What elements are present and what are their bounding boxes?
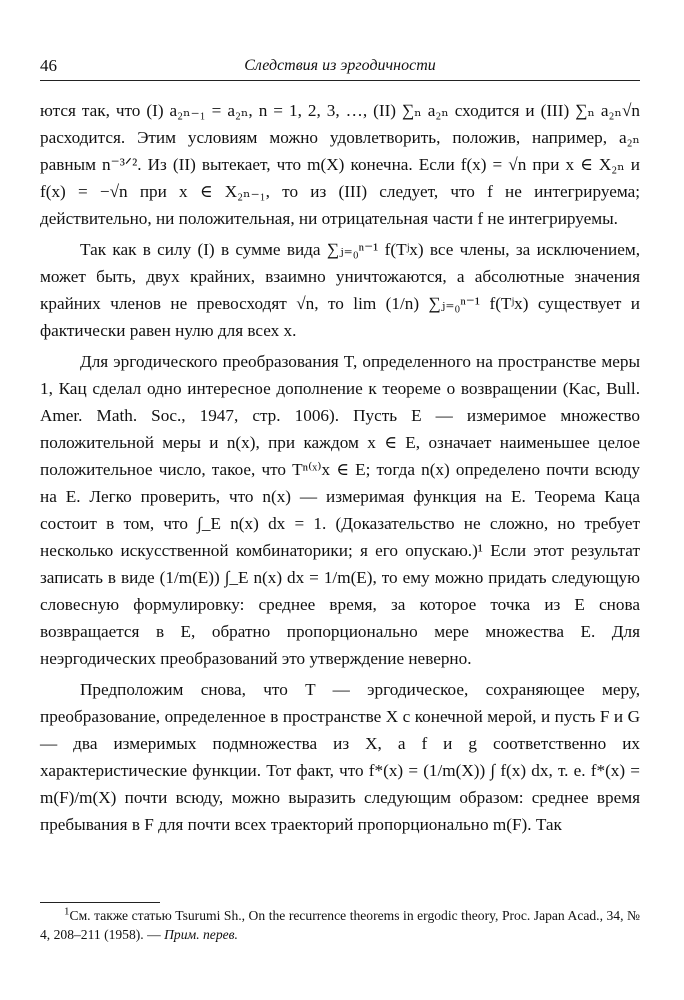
paragraph-ergodic-mean: Предположим снова, что T — эргодическое, сохраняющее меру, преобразование, определенное в пространстве X с конечной мерой, и пусть F и G — два измеримых подмножества из X, а f и g соответственно их характеристические функции. Тот факт, что f*(x) = (1/m(X)) ∫ f(x) dx, т. е. f*(x) = m(F)/m(X) почти всюду, можно выразить следующим образом: среднее время пребывания в F для почти всех траекторий пропорционально m(F). Так [40, 680, 640, 834]
footnote [40, 906, 640, 944]
page-number: 46 [40, 56, 57, 75]
footnote-marker: 1 [64, 905, 70, 918]
footnote-translator-note: Прим. перев. [164, 927, 238, 942]
footnote-divider [40, 902, 160, 903]
footnote-text: См. также статью Tsurumi Sh., On the recurrence theorems in ergodic theory, Proc. Japan Acad., 34, № 4, 208–211 (1958). — [40, 908, 640, 942]
running-title: Следствия из эргодичности [244, 57, 436, 74]
main-text [40, 97, 640, 838]
running-head [40, 56, 640, 81]
paragraph-sum-limit: Так как в силу (I) в сумме вида ∑ⱼ₌₀ⁿ⁻¹ f(Tʲx) все члены, за исключением, может быть, двух крайних, взаимно уничтожаются, а абсолютные значения крайних членов не превосходят √n, то lim (1/n) ∑ⱼ₌₀ⁿ⁻¹ f(Tʲx) существует и фактически равен нулю для всех x. [40, 240, 640, 340]
paragraph-continuation: ются так, что (I) a₂ₙ₋₁ = a₂ₙ, n = 1, 2, 3, …, (II) ∑ₙ a₂ₙ сходится и (III) ∑ₙ a₂ₙ√n расходится. Этим условиям можно удовлетворить, положив, например, a₂ₙ равным n⁻³ᐟ². Из (II) вытекает, что m(X) конечна. Если f(x) = √n при x ∈ X₂ₙ и f(x) = −√n при x ∈ X₂ₙ₋₁, то из (III) следует, что f не интегрируема; действительно, ни положительная, ни отрицательная части f не интегрируемы. [40, 101, 640, 228]
paragraph-kac-theorem: Для эргодического преобразования T, определенного на пространстве меры 1, Кац сделал одно интересное дополнение к теореме о возвращении (Kac, Bull. Amer. Math. Soc., 1947, стр. 1006). Пусть E — измеримое множество положительной меры и n(x), при каждом x ∈ E, означает наименьшее целое положительное число, такое, что Tⁿ⁽ˣ⁾x ∈ E; тогда n(x) определено почти всюду на E. Легко проверить, что n(x) — измеримая функция на E. Теорема Каца состоит в том, что ∫_E n(x) dx = 1. (Доказательство не сложно, но требует несколько искусственной комбинаторики; я его опускаю.)¹ Если этот результат записать в виде (1/m(E)) ∫_E n(x) dx = 1/m(E), то ему можно придать следующую словесную формулировку: среднее время, за которое точка из E снова возвращается в E, обратно пропорционально мере множества E. Для неэргодических преобразований это утверждение неверно. [40, 352, 640, 668]
